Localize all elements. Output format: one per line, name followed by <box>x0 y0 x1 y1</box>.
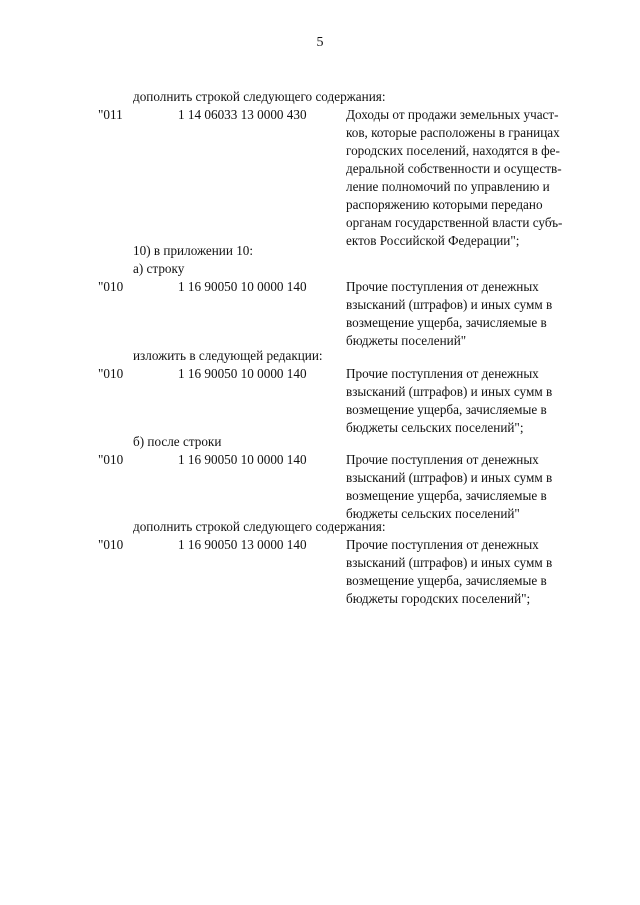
admin-code: "010 <box>98 452 124 467</box>
intro-line: б) после строки <box>133 434 222 449</box>
admin-code: "010 <box>98 279 124 294</box>
income-description <box>346 365 606 437</box>
description-line: возмещение ущерба, зачисляемые в <box>346 315 547 330</box>
intro-line: а) строку <box>133 261 185 276</box>
intro-line: дополнить строкой следующего содержания: <box>133 89 386 104</box>
description-line: бюджеты городских поселений"; <box>346 591 531 606</box>
page-number: 5 <box>316 35 324 50</box>
description-line: взысканий (штрафов) и иных сумм в <box>346 470 553 485</box>
description-line: взысканий (штрафов) и иных сумм в <box>346 555 553 570</box>
description-line: Прочие поступления от денежных <box>346 452 539 467</box>
intro-line: дополнить строкой следующего содержания: <box>133 519 386 534</box>
budget-classification-code: 1 14 06033 13 0000 430 <box>178 107 307 122</box>
description-line: бюджеты поселений" <box>346 333 467 348</box>
description-line: бюджеты сельских поселений" <box>346 506 520 521</box>
income-description <box>346 536 606 608</box>
income-description <box>346 278 606 350</box>
description-line: ление полномочий по управлению и <box>346 179 550 194</box>
intro-line: изложить в следующей редакции: <box>133 348 323 363</box>
budget-classification-code: 1 16 90050 13 0000 140 <box>178 537 307 552</box>
budget-classification-code: 1 16 90050 10 0000 140 <box>178 279 307 294</box>
admin-code: "010 <box>98 366 124 381</box>
description-line: взысканий (штрафов) и иных сумм в <box>346 384 553 399</box>
intro-line: 10) в приложении 10: <box>133 243 254 258</box>
description-line: органам государственной власти субъ- <box>346 215 563 230</box>
description-line: возмещение ущерба, зачисляемые в <box>346 573 547 588</box>
description-line: возмещение ущерба, зачисляемые в <box>346 488 547 503</box>
description-line: ектов Российской Федерации"; <box>346 233 520 248</box>
description-line: Прочие поступления от денежных <box>346 537 539 552</box>
budget-classification-code: 1 16 90050 10 0000 140 <box>178 452 307 467</box>
description-line: взысканий (штрафов) и иных сумм в <box>346 297 553 312</box>
admin-code: "011 <box>98 107 123 122</box>
income-description <box>346 106 606 250</box>
description-line: Доходы от продажи земельных участ- <box>346 107 559 122</box>
description-line: возмещение ущерба, зачисляемые в <box>346 402 547 417</box>
description-line: ков, которые расположены в границах <box>346 125 560 140</box>
admin-code: "010 <box>98 537 124 552</box>
income-description <box>346 451 606 523</box>
description-line: Прочие поступления от денежных <box>346 366 539 381</box>
description-line: распоряжению которыми передано <box>346 197 543 212</box>
description-line: деральной собственности и осуществ- <box>346 161 562 176</box>
description-line: городских поселений, находятся в фе- <box>346 143 560 158</box>
description-line: бюджеты сельских поселений"; <box>346 420 524 435</box>
budget-classification-code: 1 16 90050 10 0000 140 <box>178 366 307 381</box>
description-line: Прочие поступления от денежных <box>346 279 539 294</box>
